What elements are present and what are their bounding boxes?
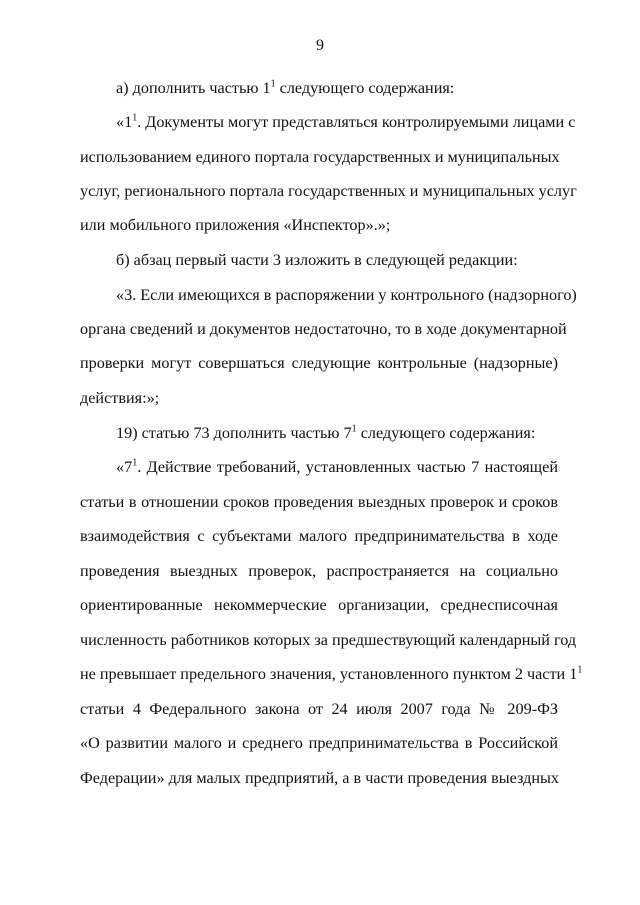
text-line: а) дополнить частью $1^1$ следующего содержания:	[116, 78, 455, 97]
text-line: проведения выездных проверок, распространяется на социально	[80, 562, 558, 580]
text-line: «3. Если имеющихся в распоряжении у контрольного (надзорного)	[116, 286, 577, 304]
text-line: проверки могут совершаться следующие контрольные (надзорные)	[80, 354, 558, 372]
text-line: 19) статью 73 дополнить частью $7^1$ следующего содержания:	[116, 423, 536, 442]
text-line: «О развитии малого и среднего предпринимательства в Российской	[80, 734, 558, 752]
text-line: услуг, регионального портала государственных и муниципальных услуг	[80, 182, 577, 200]
text-line: использованием единого портала государственных и муниципальных	[80, 148, 560, 166]
text-line: численность работников которых за предшествующий календарный год	[80, 631, 577, 649]
text-line: органа сведений и документов недостаточно, то в ходе документарной	[80, 320, 567, 338]
text-line: «$7^1$. Действие требований, установленных частью 7 настоящей	[116, 457, 558, 476]
text-line: действия:»;	[80, 389, 160, 407]
text-line: ориентированные некоммерческие организации, среднесписочная	[80, 596, 558, 614]
text-line: или мобильного приложения «Инспектор».»;	[80, 216, 391, 234]
text-line: не превышает предельного значения, установленного пунктом 2 части $1^1$	[80, 664, 583, 683]
text-line: взаимодействия с субъектами малого предпринимательства в ходе	[80, 527, 558, 545]
text-line: статьи 4 Федерального закона от 24 июля 2007 года № 209-ФЗ	[80, 700, 558, 718]
text-line: «$1^1$. Документы могут представляться контролируемыми лицами с	[116, 112, 576, 131]
text-line: Федерации» для малых предприятий, а в части проведения выездных	[80, 769, 559, 787]
page-number: 9	[316, 37, 324, 54]
text-line: статьи в отношении сроков проведения выездных проверок и сроков	[80, 493, 558, 511]
text-line: б) абзац первый части 3 изложить в следующей редакции:	[116, 251, 518, 269]
